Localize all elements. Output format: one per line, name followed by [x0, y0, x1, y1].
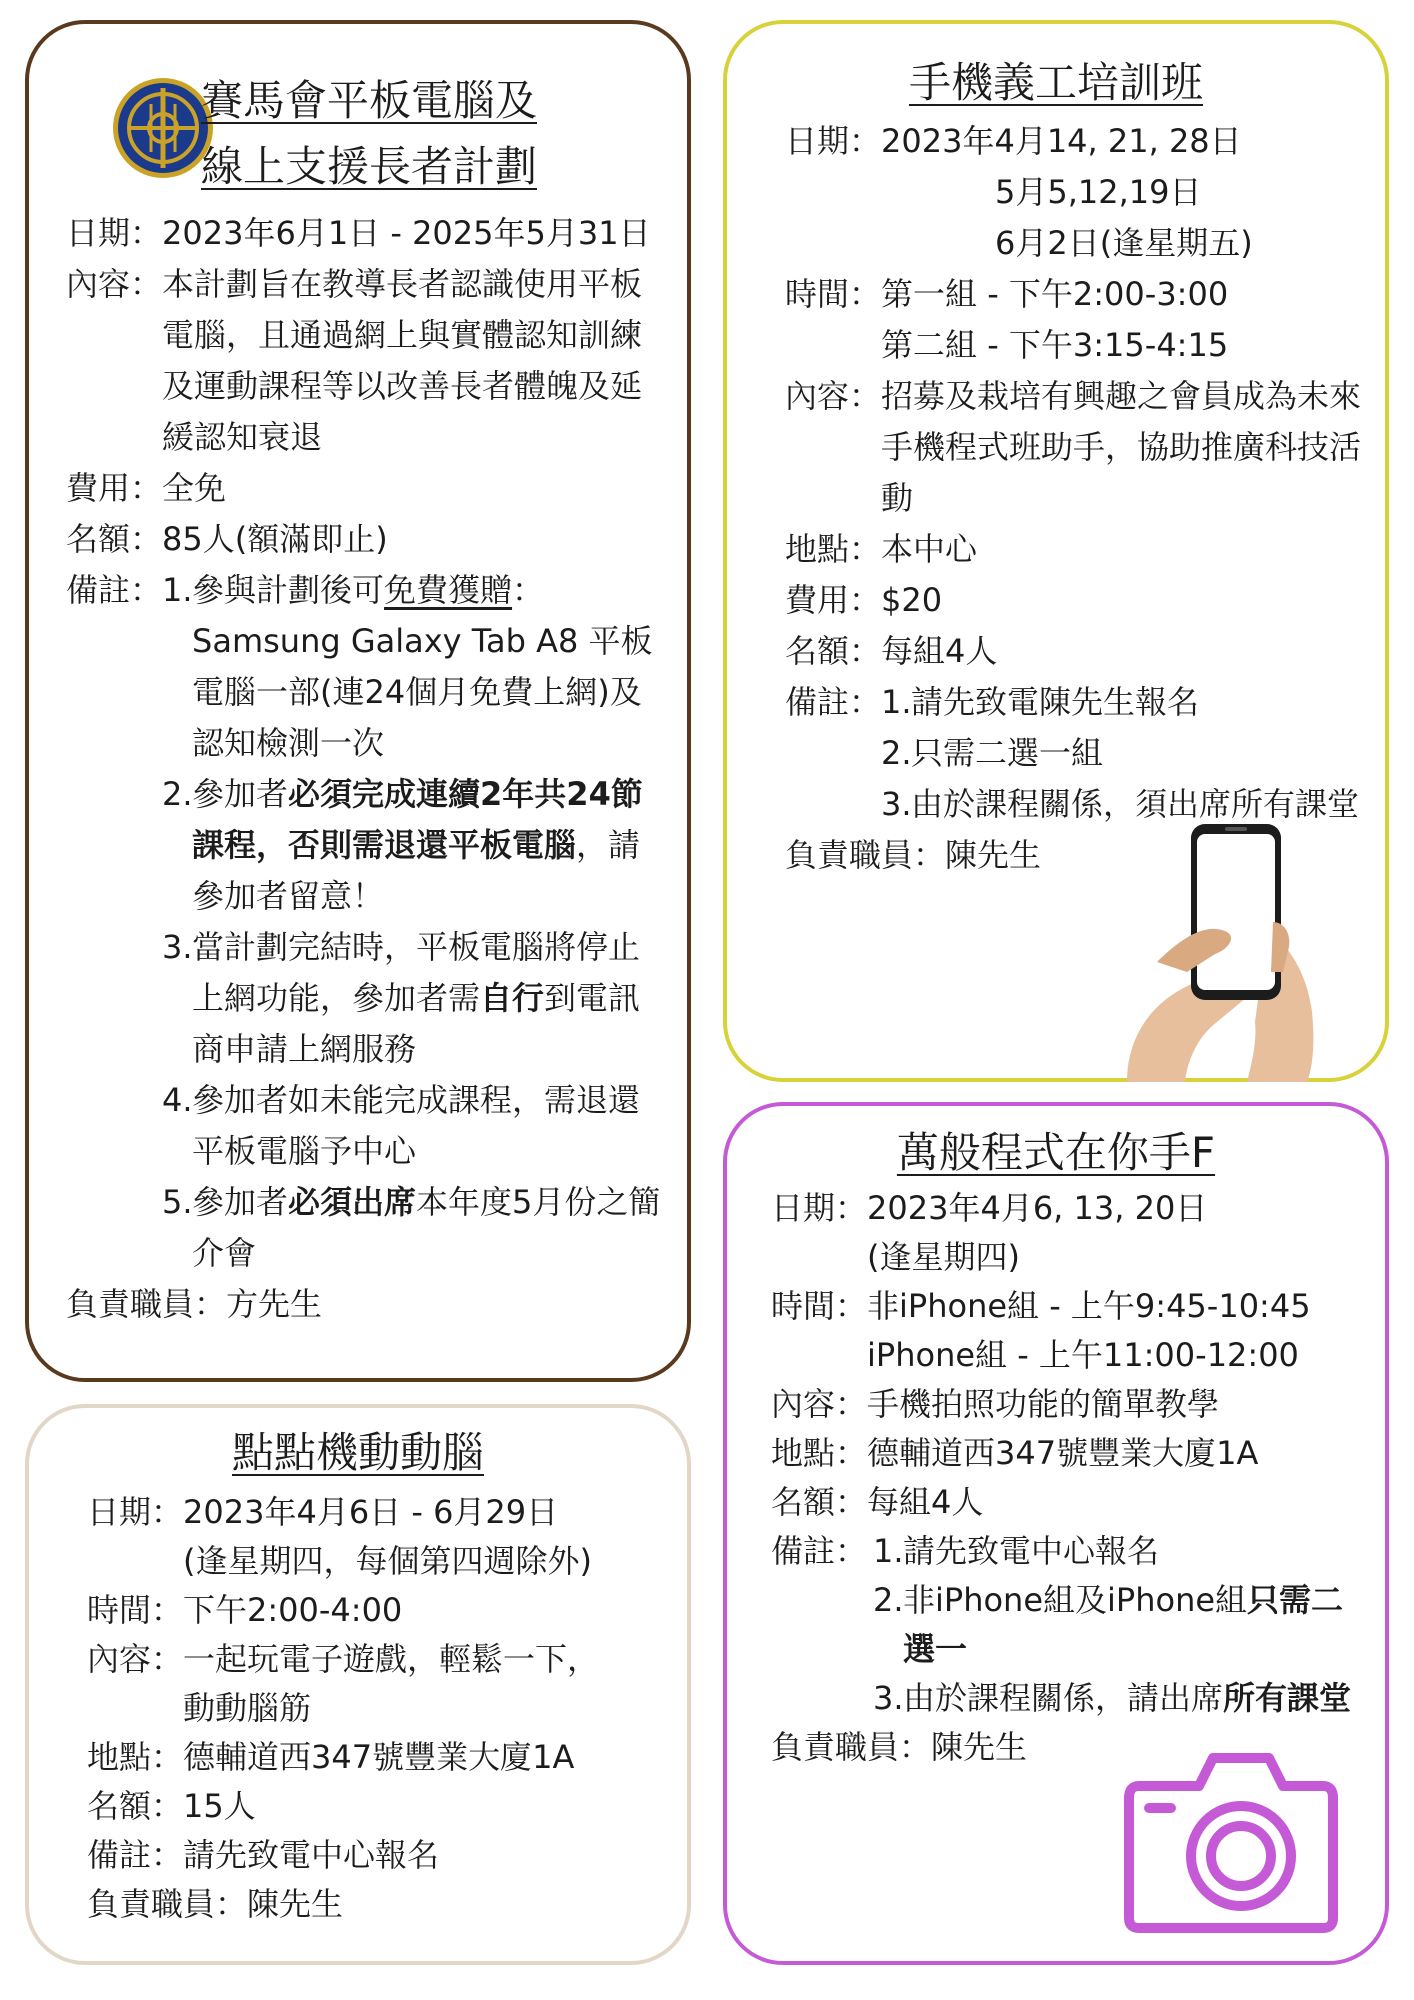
content-value: 一起玩電子遊戲，輕鬆一下，動動腦筋 [183, 1640, 600, 1727]
card1-title-line1: 賽馬會平板電腦及 [200, 76, 537, 125]
notes-label: 備註： [785, 683, 882, 721]
quota-label: 名額： [87, 1787, 184, 1825]
quota-label: 名額： [66, 520, 163, 558]
camera-icon [1119, 1746, 1343, 1936]
card2-content-row [785, 371, 1365, 524]
card4-venue-row [771, 1429, 1371, 1478]
date-label: 日期： [87, 1493, 184, 1531]
note-item: 1. 請先致電中心報名 [873, 1532, 1160, 1570]
card1-title-line2: 線上支援長者計劃 [200, 142, 537, 191]
quota-value: 85人(額滿即止) [162, 520, 388, 558]
card4-content-row [771, 1380, 1371, 1429]
note-item: 3. 當計劃完結時，平板電腦將停止上網功能，參加者需自行到電訊商申請上網服務 [162, 928, 641, 1068]
card4-notes-row [771, 1527, 1371, 1723]
note-item: 2. 參加者必須完成連續2年共24節課程，否則需退還平板電腦，請參加者留意！ [162, 775, 643, 915]
card4-title: 萬般程式在你手F [896, 1128, 1216, 1177]
venue-value: 本中心 [881, 530, 978, 568]
card1-content-row [66, 259, 666, 463]
card1-notes-row [66, 565, 666, 1279]
venue-label: 地點： [87, 1738, 184, 1776]
quota-value: 每組4人 [867, 1483, 984, 1521]
date-value: 2023年6月1日 - 2025年5月31日 [162, 214, 651, 252]
card3-staff-row [87, 1880, 667, 1929]
card3-time-row [87, 1586, 667, 1635]
staff-value: 陳先生 [247, 1885, 344, 1923]
card1-quota-row [66, 514, 666, 565]
card2-date-row: 日期： 2023年4月14, 21, 28日 5月5,12,19日 6月2日(逢星期五) [785, 116, 1365, 269]
staff-value: 陳先生 [931, 1728, 1028, 1766]
notes-label: 備註： [66, 571, 163, 609]
content-value: 本計劃旨在教導長者認識使用平板電腦，且通過網上與實體認知訓練及運動課程等以改善長者體魄及延緩認知衰退 [162, 265, 643, 456]
card2-fee-row [785, 575, 1365, 626]
notes-label: 備註： [87, 1836, 184, 1874]
card2-title: 手機義工培訓班 [908, 58, 1203, 107]
card4-date-row: 日期： 2023年4月6, 13, 20日 (逢星期四) [771, 1184, 1371, 1282]
note-item: 1. 請先致電陳先生報名 [881, 683, 1200, 721]
staff-label: 負責職員： [771, 1728, 932, 1766]
content-label: 內容： [87, 1640, 184, 1678]
card-games-brain [25, 1404, 691, 1965]
card2-time-row: 時間： 第一組 - 下午2:00-3:00 第二組 - 下午3:15-4:15 [785, 269, 1365, 371]
smartphone-hand-icon [1087, 822, 1323, 1082]
notes-value: 請先致電中心報名 [183, 1836, 440, 1874]
card1-date-row [66, 208, 666, 259]
card3-quota-row [87, 1782, 667, 1831]
card3-venue-row [87, 1733, 667, 1782]
note-item: 2. 非iPhone組及iPhone組只需二選一 [873, 1581, 1344, 1668]
card3-notes-row [87, 1831, 667, 1880]
staff-label: 負責職員： [66, 1285, 227, 1323]
staff-label: 負責職員： [785, 836, 946, 874]
note-item: 1. 參與計劃後可免費獲贈：Samsung Galaxy Tab A8 平板電腦一部(連24個月免費上網)及認知檢測一次 [162, 571, 653, 762]
content-value: 手機拍照功能的簡單教學 [867, 1385, 1220, 1423]
card1-staff-row [66, 1279, 666, 1330]
venue-value: 德輔道西347號豐業大廈1A [867, 1434, 1259, 1472]
card4-time-row: 時間： 非iPhone組 - 上午9:45-10:45 iPhone組 - 上午11:00-12:00 [771, 1282, 1371, 1380]
content-label: 內容： [66, 265, 163, 303]
date-label: 日期： [785, 122, 882, 160]
time-value: 下午2:00-4:00 [183, 1591, 403, 1629]
card3-title: 點點機動動腦 [231, 1428, 484, 1477]
card3-content-row [87, 1635, 667, 1733]
date-label: 日期： [66, 214, 163, 252]
note-item: 3. 由於課程關係，請出席所有課堂 [873, 1679, 1352, 1717]
staff-value: 方先生 [226, 1285, 323, 1323]
venue-value: 德輔道西347號豐業大廈1A [183, 1738, 575, 1776]
note-item: 5. 參加者必須出席本年度5月份之簡介會 [162, 1183, 661, 1272]
fee-label: 費用： [66, 469, 163, 507]
notes-label: 備註： [771, 1532, 868, 1570]
fee-label: 費用： [785, 581, 882, 619]
time-label: 時間： [785, 275, 882, 313]
card2-quota-row [785, 626, 1365, 677]
venue-label: 地點： [771, 1434, 868, 1472]
card-phone-volunteer-class [723, 20, 1389, 1082]
note-item: 2. 只需二選一組 [881, 734, 1104, 772]
card4-quota-row [771, 1478, 1371, 1527]
card2-venue-row [785, 524, 1365, 575]
note-item: 4. 參加者如未能完成課程，需退還平板電腦予中心 [162, 1081, 641, 1170]
card3-date-row: 日期： 2023年4月6日 - 6月29日 (逢星期四，每個第四週除外) [87, 1488, 667, 1586]
content-label: 內容： [785, 377, 882, 415]
time-label: 時間： [771, 1287, 868, 1325]
venue-label: 地點： [785, 530, 882, 568]
card2-notes-row [785, 677, 1365, 830]
card1-fee-row [66, 463, 666, 514]
time-label: 時間： [87, 1591, 184, 1629]
fee-value: 全免 [162, 469, 227, 507]
quota-label: 名額： [771, 1483, 868, 1521]
quota-label: 名額： [785, 632, 882, 670]
card-phone-photo-class [723, 1102, 1389, 1965]
fee-value: $20 [881, 581, 943, 619]
note-item: 3. 由於課程關係，須出席所有課堂 [881, 785, 1360, 823]
quota-value: 每組4人 [881, 632, 998, 670]
quota-value: 15人 [183, 1787, 256, 1825]
staff-label: 負責職員： [87, 1885, 248, 1923]
staff-value: 陳先生 [945, 836, 1042, 874]
content-label: 內容： [771, 1385, 868, 1423]
card-tablet-program [25, 20, 691, 1382]
content-value: 招募及栽培有興趣之會員成為未來手機程式班助手，協助推廣科技活動 [881, 377, 1362, 517]
date-label: 日期： [771, 1189, 868, 1227]
